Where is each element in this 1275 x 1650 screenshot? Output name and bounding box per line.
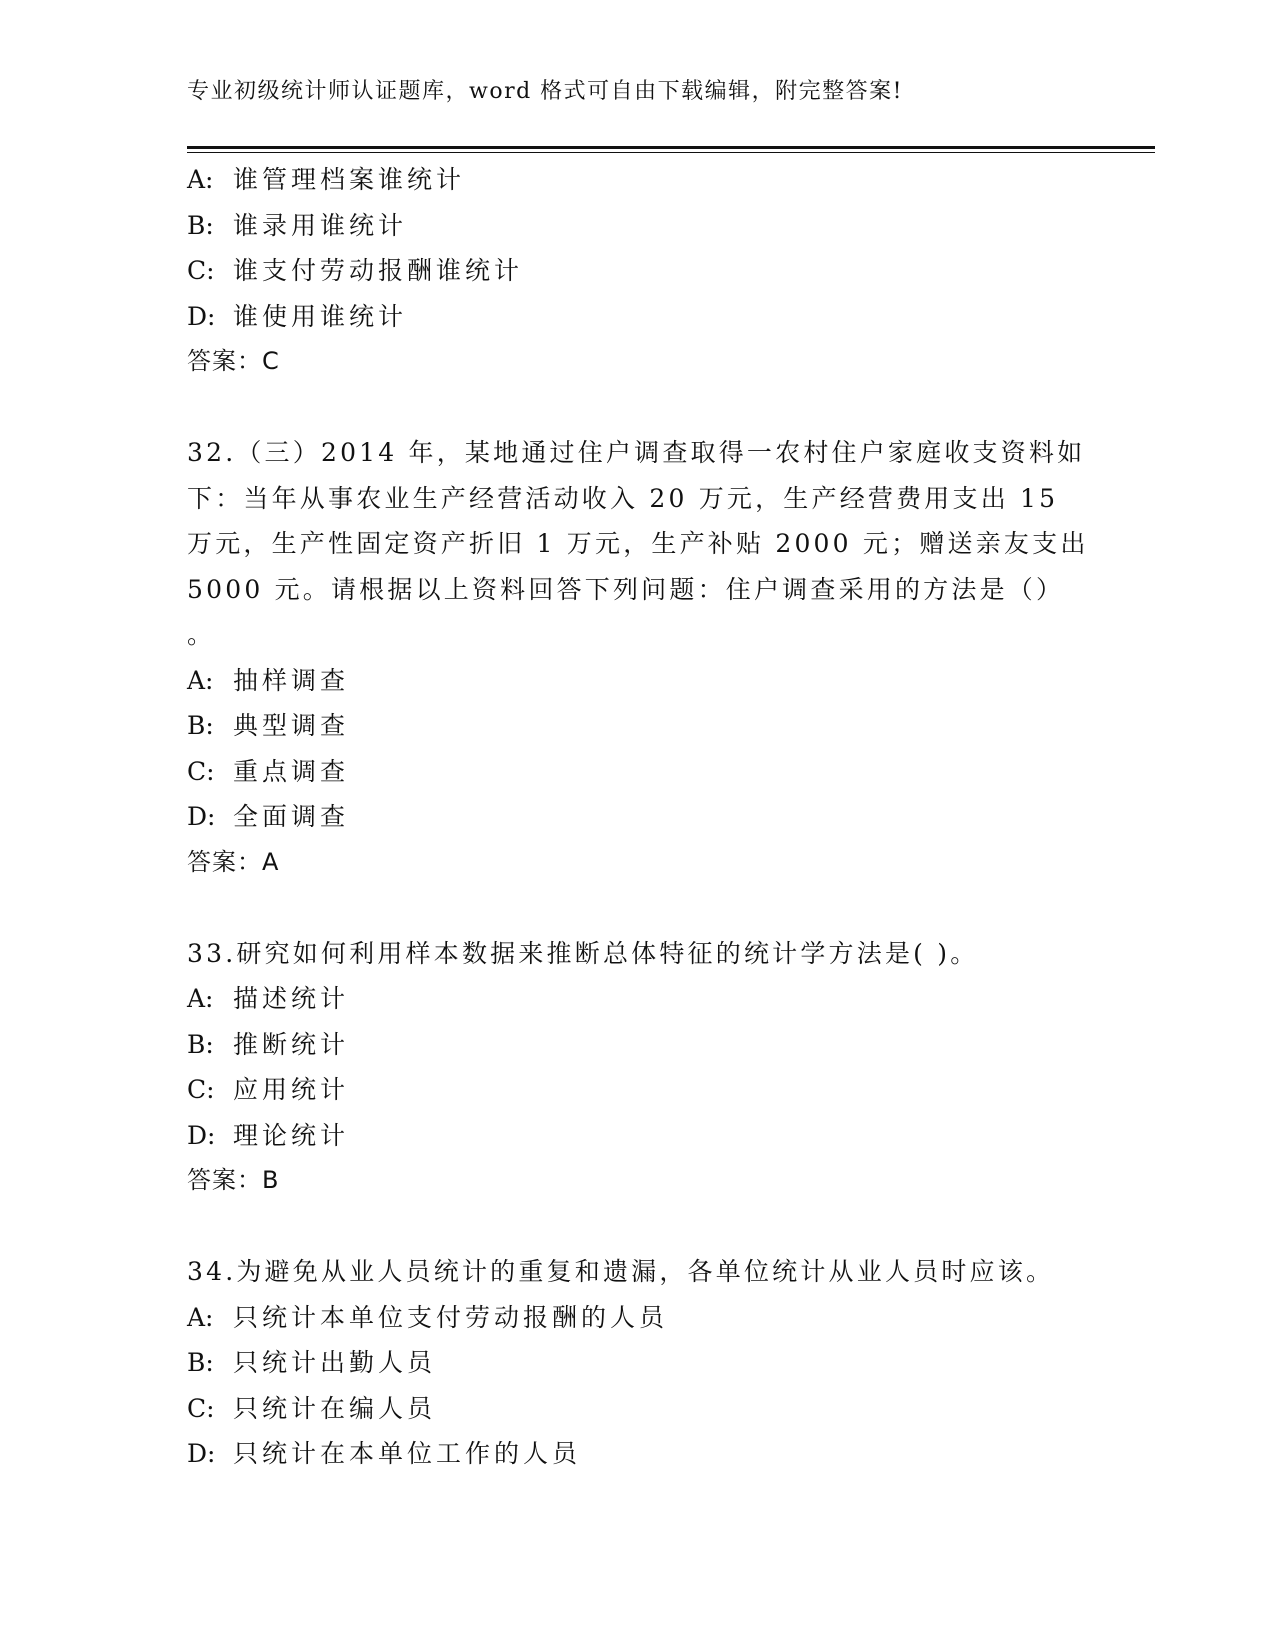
question-spacer bbox=[187, 885, 1087, 931]
option-text: 只统计在编人员 bbox=[233, 1393, 437, 1423]
option-prefix: C: bbox=[187, 1393, 215, 1423]
option-text: 抽样调查 bbox=[233, 665, 350, 695]
question-block bbox=[187, 1249, 1087, 1477]
question-stem-line: 5000 元。请根据以上资料回答下列问题：住户调查采用的方法是（） bbox=[187, 574, 1065, 604]
option-text: 重点调查 bbox=[233, 756, 350, 786]
option-b bbox=[187, 703, 1087, 749]
option-text: 全面调查 bbox=[233, 802, 350, 831]
option-prefix: C: bbox=[187, 1075, 215, 1104]
answer-line: 答案：C bbox=[187, 347, 280, 375]
option-text: 谁管理档案谁统计 bbox=[233, 165, 466, 194]
option-prefix: D: bbox=[187, 301, 216, 331]
option-text: 描述统计 bbox=[233, 984, 350, 1013]
option-d bbox=[187, 1113, 1087, 1159]
option-text: 典型调查 bbox=[233, 711, 350, 740]
option-prefix: B: bbox=[187, 210, 214, 240]
option-b bbox=[187, 1022, 1087, 1068]
header-rule-thin bbox=[187, 152, 1155, 153]
option-c bbox=[187, 248, 1087, 294]
page-header: 专业初级统计师认证题库，word 格式可自由下载编辑，附完整答案! bbox=[187, 79, 904, 104]
question-stem-line: 万元，生产性固定资产折旧 1 万元，生产补贴 2000 元；赠送亲友支出 bbox=[187, 529, 1089, 558]
option-prefix: D: bbox=[187, 802, 216, 831]
option-c bbox=[187, 1067, 1087, 1113]
option-text: 只统计出勤人员 bbox=[233, 1348, 437, 1377]
option-prefix: D: bbox=[187, 1120, 216, 1150]
option-text: 理论统计 bbox=[233, 1120, 350, 1150]
question-block bbox=[187, 931, 1087, 1204]
answer-line: 答案：A bbox=[187, 847, 280, 876]
option-text: 谁使用谁统计 bbox=[233, 301, 408, 331]
option-d bbox=[187, 1431, 1087, 1477]
option-prefix: A: bbox=[187, 1302, 214, 1332]
option-prefix: C: bbox=[187, 256, 215, 285]
question-block bbox=[187, 157, 1087, 385]
option-prefix: C: bbox=[187, 756, 215, 786]
option-text: 推断统计 bbox=[233, 1029, 350, 1059]
option-a bbox=[187, 658, 1087, 704]
option-prefix: A: bbox=[187, 665, 214, 695]
header-rule-thick bbox=[187, 146, 1155, 149]
question-stem bbox=[187, 1249, 1087, 1295]
option-text: 只统计本单位支付劳动报酬的人员 bbox=[233, 1302, 669, 1332]
question-stem bbox=[187, 931, 1087, 977]
option-a bbox=[187, 157, 1087, 203]
option-prefix: B: bbox=[187, 1348, 214, 1377]
option-prefix: A: bbox=[187, 984, 214, 1013]
option-prefix: B: bbox=[187, 711, 214, 740]
question-spacer bbox=[187, 1204, 1087, 1250]
option-text: 谁录用谁统计 bbox=[233, 210, 408, 240]
question-stem-line: 34.为避免从业人员统计的重复和遗漏，各单位统计从业人员时应该。 bbox=[187, 1257, 1055, 1286]
option-d bbox=[187, 794, 1087, 840]
question-stem-line: 下：当年从事农业生产经营活动收入 20 万元，生产经营费用支出 15 bbox=[187, 483, 1059, 513]
option-prefix: B: bbox=[187, 1029, 214, 1059]
question-stem-line: 33.研究如何利用样本数据来推断总体特征的统计学方法是( )。 bbox=[187, 938, 979, 968]
option-prefix: D: bbox=[187, 1439, 216, 1468]
question-stem-line: 32.（三）2014 年，某地通过住户调查取得一农村住户家庭收支资料如 bbox=[187, 438, 1086, 467]
answer-line: 答案：B bbox=[187, 1166, 280, 1194]
option-d bbox=[187, 294, 1087, 340]
option-a bbox=[187, 1295, 1087, 1341]
question-spacer bbox=[187, 385, 1087, 431]
question-stem bbox=[187, 430, 1087, 658]
option-text: 只统计在本单位工作的人员 bbox=[233, 1439, 582, 1468]
question-stem-line: 。 bbox=[187, 620, 216, 649]
question-block bbox=[187, 430, 1087, 885]
option-c bbox=[187, 749, 1087, 795]
option-text: 应用统计 bbox=[233, 1075, 350, 1104]
option-prefix: A: bbox=[187, 165, 214, 194]
option-b bbox=[187, 1340, 1087, 1386]
option-a bbox=[187, 976, 1087, 1022]
question-list bbox=[187, 157, 1087, 1477]
option-text: 谁支付劳动报酬谁统计 bbox=[233, 256, 524, 285]
option-b bbox=[187, 203, 1087, 249]
option-c bbox=[187, 1386, 1087, 1432]
